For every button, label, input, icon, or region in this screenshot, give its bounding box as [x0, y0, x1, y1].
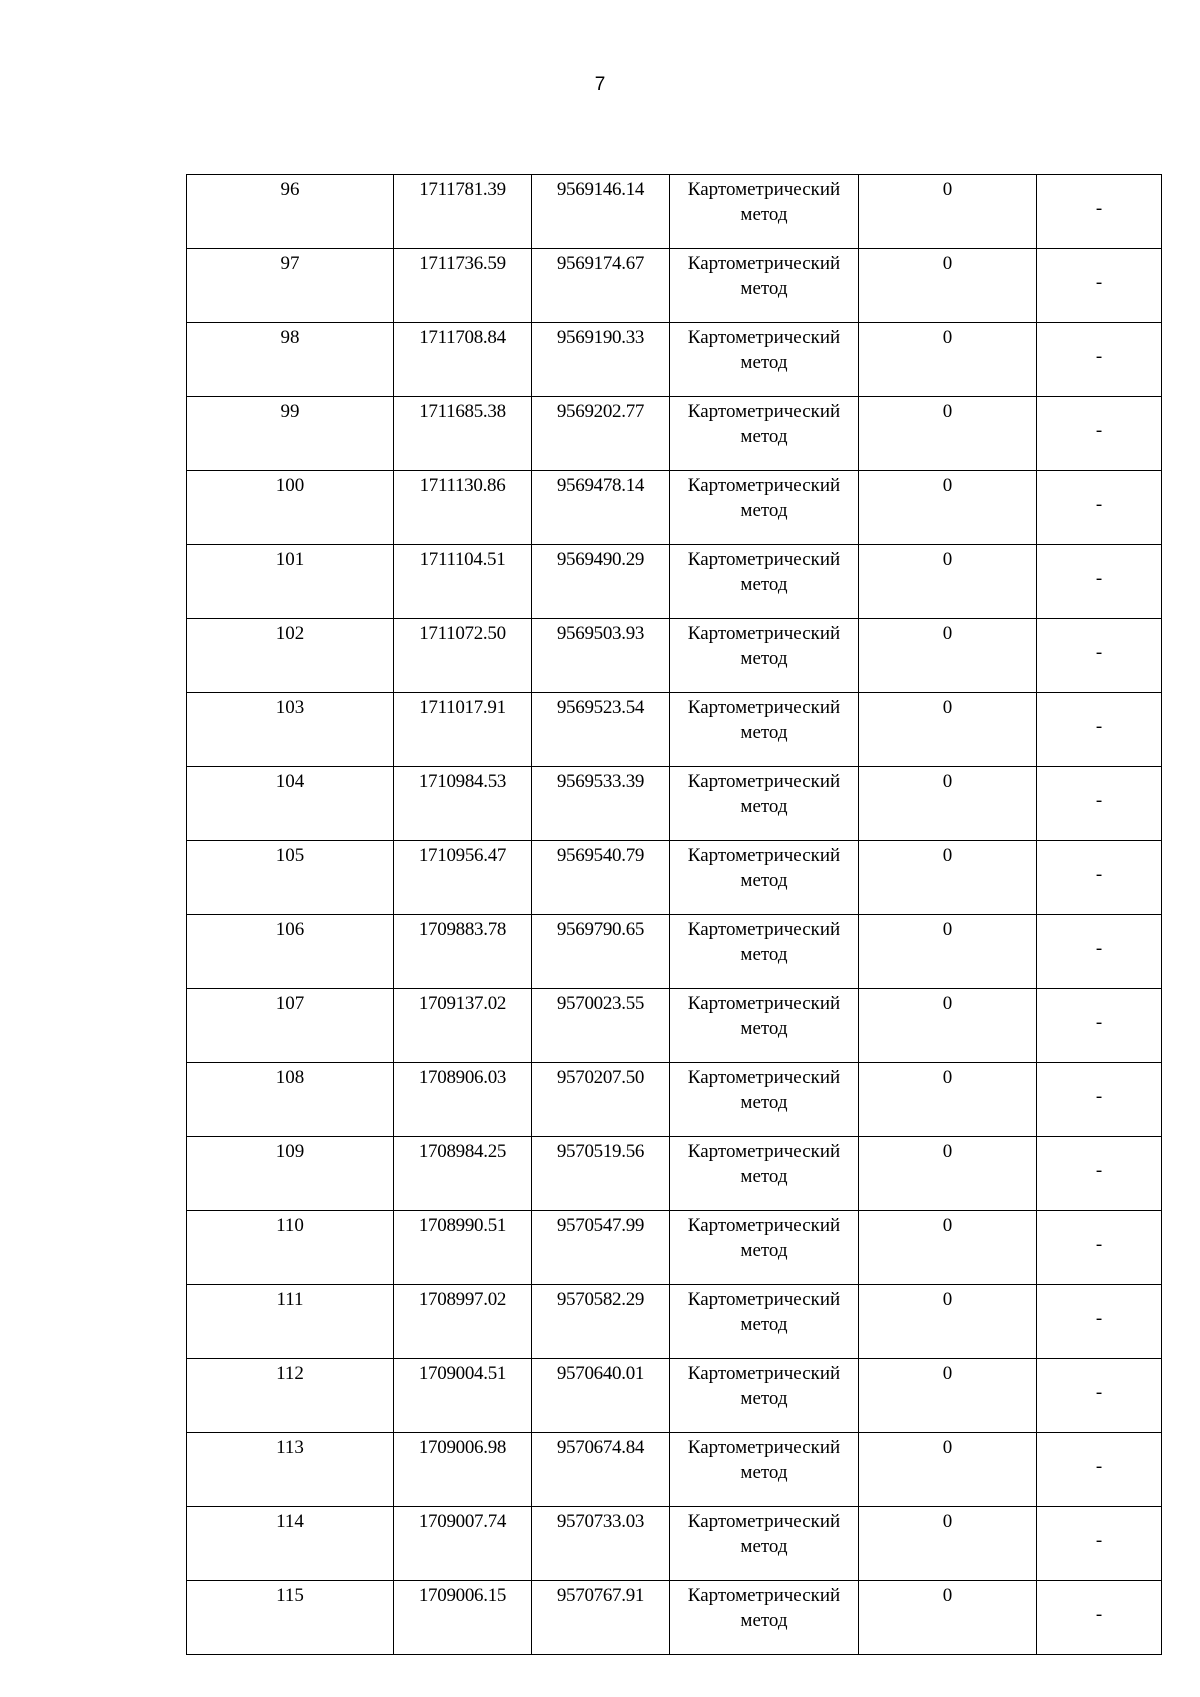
description-cell: -	[1037, 1507, 1162, 1581]
method-cell: Картометрический метод	[670, 1359, 859, 1433]
x-coordinate-cell: 1709007.74	[394, 1507, 532, 1581]
error-cell: 0	[859, 249, 1037, 323]
error-cell: 0	[859, 767, 1037, 841]
x-coordinate-cell: 1711104.51	[394, 545, 532, 619]
point-number-cell: 105	[187, 841, 394, 915]
table-row	[187, 175, 1162, 249]
method-cell: Картометрический метод	[670, 1211, 859, 1285]
x-coordinate-cell: 1711017.91	[394, 693, 532, 767]
description-cell: -	[1037, 915, 1162, 989]
point-number-cell: 103	[187, 693, 394, 767]
point-number-cell: 114	[187, 1507, 394, 1581]
table-row	[187, 545, 1162, 619]
table-row	[187, 619, 1162, 693]
y-coordinate-cell: 9569490.29	[532, 545, 670, 619]
description-cell: -	[1037, 545, 1162, 619]
point-number-cell: 106	[187, 915, 394, 989]
method-cell: Картометрический метод	[670, 397, 859, 471]
error-cell: 0	[859, 1359, 1037, 1433]
table-row	[187, 1433, 1162, 1507]
x-coordinate-cell: 1708997.02	[394, 1285, 532, 1359]
point-number-cell: 101	[187, 545, 394, 619]
table-row	[187, 1507, 1162, 1581]
description-cell: -	[1037, 693, 1162, 767]
x-coordinate-cell: 1711708.84	[394, 323, 532, 397]
y-coordinate-cell: 9569174.67	[532, 249, 670, 323]
point-number-cell: 110	[187, 1211, 394, 1285]
y-coordinate-cell: 9570519.56	[532, 1137, 670, 1211]
table-row	[187, 1285, 1162, 1359]
method-cell: Картометрический метод	[670, 323, 859, 397]
x-coordinate-cell: 1711781.39	[394, 175, 532, 249]
point-number-cell: 96	[187, 175, 394, 249]
x-coordinate-cell: 1709006.15	[394, 1581, 532, 1655]
table-row	[187, 1063, 1162, 1137]
point-number-cell: 111	[187, 1285, 394, 1359]
table-row	[187, 1359, 1162, 1433]
method-cell: Картометрический метод	[670, 841, 859, 915]
x-coordinate-cell: 1710956.47	[394, 841, 532, 915]
description-cell: -	[1037, 1359, 1162, 1433]
error-cell: 0	[859, 1063, 1037, 1137]
description-cell: -	[1037, 471, 1162, 545]
table-row	[187, 841, 1162, 915]
table-row	[187, 471, 1162, 545]
table-row	[187, 323, 1162, 397]
description-cell: -	[1037, 1433, 1162, 1507]
description-cell: -	[1037, 1211, 1162, 1285]
y-coordinate-cell: 9570207.50	[532, 1063, 670, 1137]
page-number: 7	[594, 74, 606, 95]
method-cell: Картометрический метод	[670, 1581, 859, 1655]
error-cell: 0	[859, 841, 1037, 915]
description-cell: -	[1037, 1137, 1162, 1211]
y-coordinate-cell: 9570640.01	[532, 1359, 670, 1433]
error-cell: 0	[859, 397, 1037, 471]
table-row	[187, 693, 1162, 767]
x-coordinate-cell: 1711130.86	[394, 471, 532, 545]
point-number-cell: 102	[187, 619, 394, 693]
error-cell: 0	[859, 1581, 1037, 1655]
description-cell: -	[1037, 397, 1162, 471]
method-cell: Картометрический метод	[670, 545, 859, 619]
description-cell: -	[1037, 1063, 1162, 1137]
method-cell: Картометрический метод	[670, 175, 859, 249]
description-cell: -	[1037, 989, 1162, 1063]
table-row	[187, 915, 1162, 989]
method-cell: Картометрический метод	[670, 1433, 859, 1507]
table-row	[187, 1581, 1162, 1655]
y-coordinate-cell: 9570023.55	[532, 989, 670, 1063]
x-coordinate-cell: 1708984.25	[394, 1137, 532, 1211]
coordinates-table-body	[187, 175, 1162, 1655]
method-cell: Картометрический метод	[670, 1063, 859, 1137]
error-cell: 0	[859, 619, 1037, 693]
x-coordinate-cell: 1709137.02	[394, 989, 532, 1063]
point-number-cell: 100	[187, 471, 394, 545]
point-number-cell: 108	[187, 1063, 394, 1137]
y-coordinate-cell: 9569478.14	[532, 471, 670, 545]
y-coordinate-cell: 9570674.84	[532, 1433, 670, 1507]
description-cell: -	[1037, 841, 1162, 915]
error-cell: 0	[859, 1211, 1037, 1285]
error-cell: 0	[859, 1285, 1037, 1359]
error-cell: 0	[859, 1433, 1037, 1507]
point-number-cell: 115	[187, 1581, 394, 1655]
y-coordinate-cell: 9569146.14	[532, 175, 670, 249]
point-number-cell: 113	[187, 1433, 394, 1507]
description-cell: -	[1037, 249, 1162, 323]
point-number-cell: 98	[187, 323, 394, 397]
coordinates-table	[186, 174, 1162, 1655]
error-cell: 0	[859, 915, 1037, 989]
x-coordinate-cell: 1708906.03	[394, 1063, 532, 1137]
y-coordinate-cell: 9569790.65	[532, 915, 670, 989]
table-row	[187, 397, 1162, 471]
description-cell: -	[1037, 323, 1162, 397]
table-row	[187, 1211, 1162, 1285]
error-cell: 0	[859, 471, 1037, 545]
x-coordinate-cell: 1711685.38	[394, 397, 532, 471]
method-cell: Картометрический метод	[670, 249, 859, 323]
y-coordinate-cell: 9569202.77	[532, 397, 670, 471]
error-cell: 0	[859, 175, 1037, 249]
method-cell: Картометрический метод	[670, 989, 859, 1063]
x-coordinate-cell: 1709883.78	[394, 915, 532, 989]
table-row	[187, 767, 1162, 841]
y-coordinate-cell: 9570547.99	[532, 1211, 670, 1285]
error-cell: 0	[859, 323, 1037, 397]
point-number-cell: 109	[187, 1137, 394, 1211]
table-row	[187, 1137, 1162, 1211]
y-coordinate-cell: 9569523.54	[532, 693, 670, 767]
point-number-cell: 112	[187, 1359, 394, 1433]
method-cell: Картометрический метод	[670, 1507, 859, 1581]
x-coordinate-cell: 1711072.50	[394, 619, 532, 693]
method-cell: Картометрический метод	[670, 471, 859, 545]
method-cell: Картометрический метод	[670, 693, 859, 767]
table-row	[187, 249, 1162, 323]
point-number-cell: 107	[187, 989, 394, 1063]
point-number-cell: 104	[187, 767, 394, 841]
x-coordinate-cell: 1709006.98	[394, 1433, 532, 1507]
x-coordinate-cell: 1709004.51	[394, 1359, 532, 1433]
description-cell: -	[1037, 175, 1162, 249]
error-cell: 0	[859, 1507, 1037, 1581]
method-cell: Картометрический метод	[670, 767, 859, 841]
description-cell: -	[1037, 619, 1162, 693]
y-coordinate-cell: 9570767.91	[532, 1581, 670, 1655]
error-cell: 0	[859, 1137, 1037, 1211]
method-cell: Картометрический метод	[670, 619, 859, 693]
method-cell: Картометрический метод	[670, 1137, 859, 1211]
description-cell: -	[1037, 1285, 1162, 1359]
y-coordinate-cell: 9570733.03	[532, 1507, 670, 1581]
x-coordinate-cell: 1710984.53	[394, 767, 532, 841]
method-cell: Картометрический метод	[670, 915, 859, 989]
error-cell: 0	[859, 545, 1037, 619]
error-cell: 0	[859, 693, 1037, 767]
x-coordinate-cell: 1711736.59	[394, 249, 532, 323]
table-row	[187, 989, 1162, 1063]
point-number-cell: 99	[187, 397, 394, 471]
method-cell: Картометрический метод	[670, 1285, 859, 1359]
y-coordinate-cell: 9570582.29	[532, 1285, 670, 1359]
y-coordinate-cell: 9569533.39	[532, 767, 670, 841]
y-coordinate-cell: 9569503.93	[532, 619, 670, 693]
y-coordinate-cell: 9569540.79	[532, 841, 670, 915]
error-cell: 0	[859, 989, 1037, 1063]
point-number-cell: 97	[187, 249, 394, 323]
description-cell: -	[1037, 1581, 1162, 1655]
y-coordinate-cell: 9569190.33	[532, 323, 670, 397]
description-cell: -	[1037, 767, 1162, 841]
x-coordinate-cell: 1708990.51	[394, 1211, 532, 1285]
